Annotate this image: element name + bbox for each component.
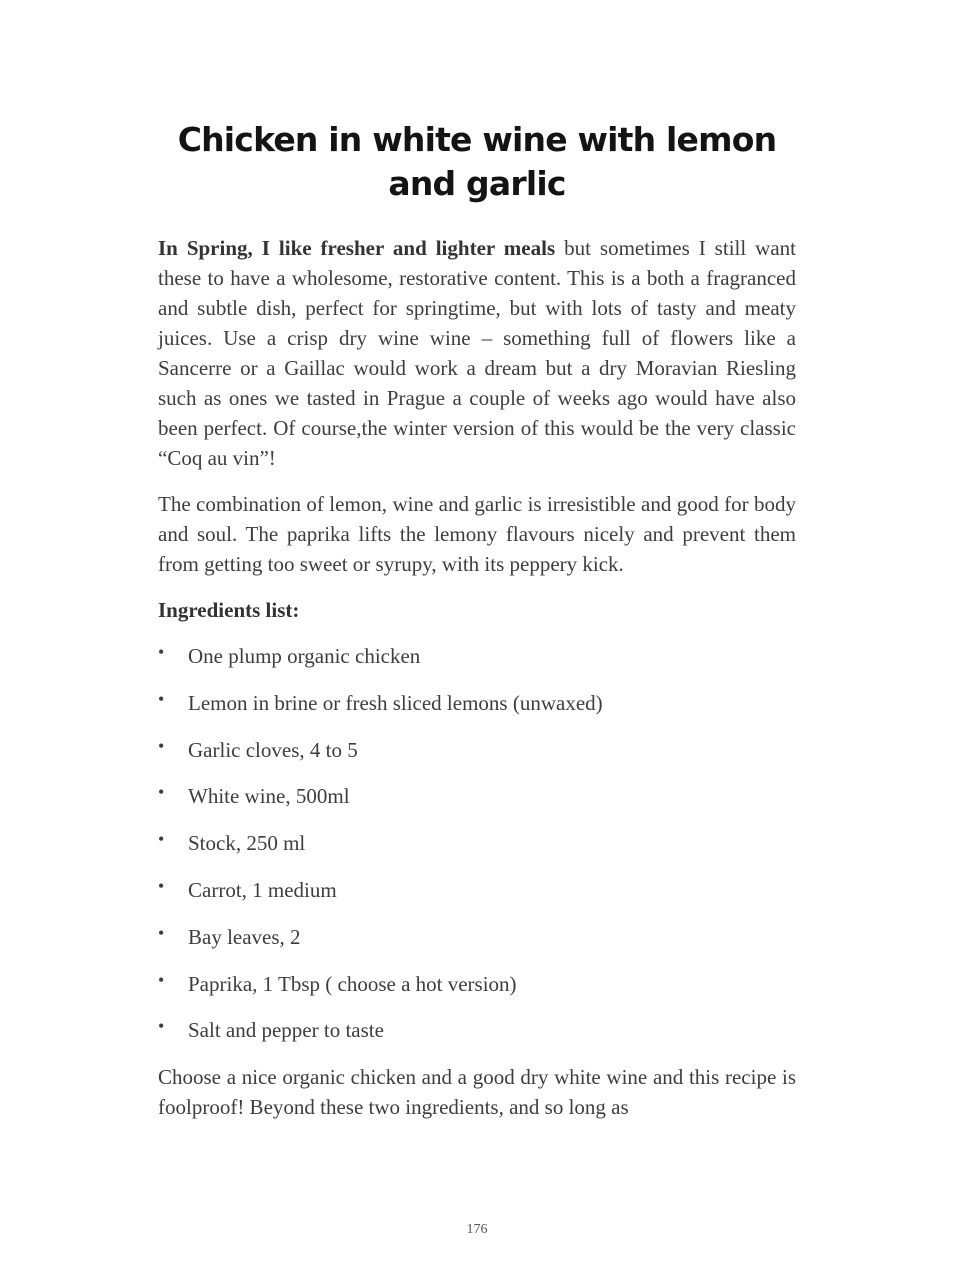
ingredient-text: Carrot, 1 medium [188,877,337,902]
bullet-icon: • [158,688,165,709]
recipe-title: Chicken in white wine with lemon and garlic [177,120,777,203]
ingredient-text: One plump organic chicken [188,644,421,668]
intro-rest: but sometimes I still want these to have a wholesome, restorative content. This is a both a fragranced and subtle dish, perfect for springtime, but with lots of tasty and meaty juices. Use a crisp dry wine wine – something full of flowers like a Sancerre or a Gaillac would work a dream but a dry Moravian Riesling such as ones we tasted in Prague a couple of weeks ago would have also been perfect. Of course,the winter version of this would be the very classic “Coq au vin”! [158,236,796,470]
intro-paragraph [158,233,796,473]
ingredient-text: Paprika, 1 Tbsp ( choose a hot version) [188,971,517,996]
ingredient-text: Salt and pepper to taste [188,1018,384,1043]
ingredient-item [158,828,796,858]
description-paragraph: The combination of lemon, wine and garlic is irresistible and good for body and soul. The paprika lifts the lemony flavours nicely and prevent them from getting too sweet or syrupy, with its peppery kick. [158,492,796,576]
ingredient-item [158,735,796,765]
bullet-icon: • [158,1016,165,1037]
ingredient-item [158,969,796,999]
bullet-icon: • [158,922,165,943]
ingredient-text: Bay leaves, 2 [188,924,301,949]
intro-lead: In Spring, I like fresher and lighter meals [158,236,556,260]
ingredient-text: Garlic cloves, 4 to 5 [188,737,358,762]
ingredient-item [158,875,796,905]
bullet-icon: • [158,782,165,803]
ingredient-text: Stock, 250 ml [188,831,306,856]
page-number: 176 [466,1222,488,1237]
ingredients-list [158,641,796,1045]
bullet-icon: • [158,829,165,850]
closing-paragraph: Choose a nice organic chicken and a good dry white wine and this recipe is foolproof! Beyond these two ingredients, and so long as [158,1065,796,1120]
ingredient-text: Lemon in brine or fresh sliced lemons (unwaxed) [188,690,603,715]
bullet-icon: • [158,875,165,896]
ingredient-item [158,781,796,811]
bullet-icon: • [158,642,165,662]
ingredient-item [158,688,796,718]
ingredient-item [158,1015,796,1045]
recipe-body [158,233,796,1138]
ingredient-item [158,641,796,671]
bullet-icon: • [158,969,165,990]
bullet-icon: • [158,735,165,756]
ingredients-heading: Ingredients list: [158,598,300,622]
ingredient-text: White wine, 500ml [188,784,350,809]
ingredient-item [158,922,796,952]
